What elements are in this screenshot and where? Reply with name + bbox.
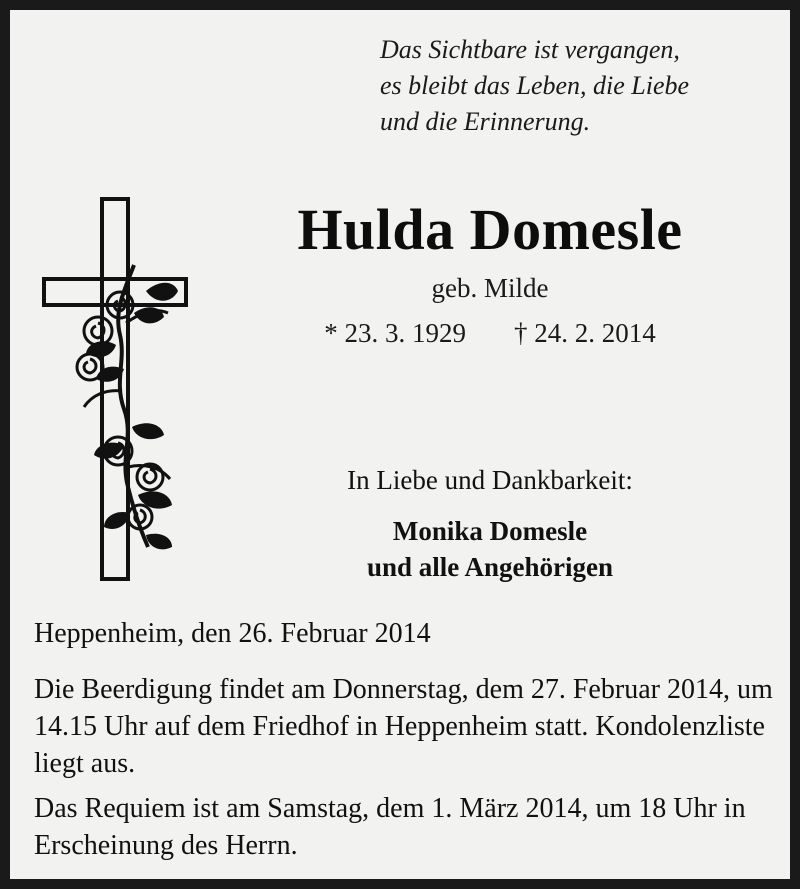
cross-with-roses-icon — [28, 195, 203, 585]
life-dates — [200, 318, 780, 349]
funeral-details — [34, 672, 786, 865]
obituary-inner — [10, 10, 790, 879]
place-and-date: Heppenheim, den 26. Februar 2014 — [34, 618, 431, 649]
funeral-paragraph-2: Das Requiem ist am Samstag, dem 1. März 2014, um 18 Uhr in Erscheinung des Herrn. — [34, 792, 746, 861]
maiden-name: geb. Milde — [431, 272, 549, 303]
mourners-intro: In Liebe und Dankbarkeit: — [347, 465, 633, 495]
funeral-paragraph-1: Die Beerdigung findet am Donnerstag, dem 27. Februar 2014, um 14.15 Uhr auf dem Friedhof in Heppenheim statt. Kondolenzliste liegt aus. — [34, 674, 773, 779]
verse-line-1: Das Sichtbare ist vergangen, — [380, 35, 680, 64]
death-date: † 24. 2. 2014 — [514, 317, 656, 348]
verse-line-3: und die Erinnerung. — [380, 106, 591, 136]
deceased-name: Hulda Domesle — [297, 197, 683, 262]
memorial-verse — [380, 32, 780, 140]
name-block — [200, 197, 780, 349]
verse-line-2: es bleibt das Leben, die Liebe — [380, 70, 690, 100]
mourner-primary: Monika Domesle — [392, 515, 588, 546]
mourner-secondary: und alle Angehörigen — [366, 551, 614, 582]
birth-date: * 23. 3. 1929 — [324, 317, 466, 348]
mourners-block — [200, 460, 780, 585]
